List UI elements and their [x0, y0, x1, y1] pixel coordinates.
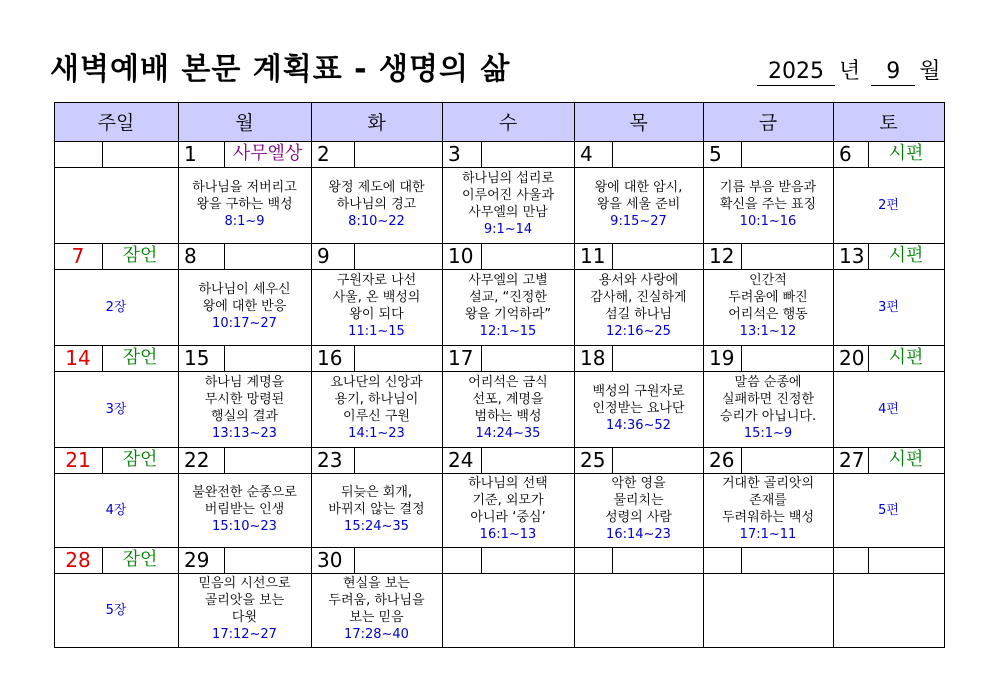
column-line-6	[833, 102, 834, 648]
passage-title: 하나님 계명을 무시한 망령된 행실의 결과	[204, 375, 285, 424]
date-divider	[481, 243, 482, 269]
date-number: 30	[317, 548, 343, 572]
passage-ref: 15:1~9	[743, 426, 793, 441]
date-divider	[481, 141, 482, 167]
date-divider	[612, 345, 613, 371]
passage-cell	[574, 267, 703, 345]
date-divider	[354, 243, 355, 269]
date-number: 18	[580, 346, 606, 370]
date-divider	[102, 345, 103, 371]
passage-ref: 17:12~27	[212, 627, 277, 642]
passage-cell	[442, 165, 574, 243]
chapter-text: 4편	[878, 401, 899, 417]
date-number: 4	[580, 142, 593, 166]
passage-cell	[178, 267, 311, 345]
date-number: 7	[71, 244, 85, 268]
date-divider	[224, 547, 225, 573]
date-divider	[612, 243, 613, 269]
header-5: 금	[703, 102, 833, 141]
passage-title: 왕에 대한 암시, 왕을 세울 준비	[594, 179, 683, 212]
book-label: 시편	[888, 245, 924, 266]
book-label: 잠언	[122, 347, 158, 368]
passage-ref: 14:36~52	[606, 417, 671, 433]
date-number: 5	[709, 142, 722, 166]
chapter-text: 5편	[878, 502, 899, 518]
header-1: 월	[178, 102, 311, 141]
date-number: 12	[709, 244, 735, 268]
column-line-7	[944, 102, 945, 648]
header-0: 주일	[54, 102, 178, 141]
date-number: 29	[184, 548, 210, 572]
passage-title: 어리석은 금식 선포, 계명을 범하는 백성	[468, 375, 548, 424]
passage-cell	[311, 471, 442, 547]
frame-top	[54, 102, 944, 103]
date-divider	[224, 141, 225, 167]
chapter-text: 4장	[105, 502, 127, 518]
date-number: 24	[448, 448, 474, 472]
date-divider	[868, 447, 869, 473]
passage-cell	[703, 267, 833, 345]
passage-ref: 13:1~12	[739, 324, 797, 339]
passage-title: 말씀 순종에 실패하면 진정한 승리가 아닙니다.	[719, 375, 817, 424]
column-line-2	[311, 102, 312, 648]
chapter-text: 5장	[105, 602, 127, 618]
column-line-1	[178, 102, 179, 648]
date-divider	[741, 447, 742, 473]
date-row-line	[54, 573, 944, 574]
date-divider	[354, 141, 355, 167]
passage-ref: 11:1~15	[348, 324, 405, 339]
date-number: 10	[448, 244, 474, 268]
passage-title: 용서와 사랑에 감사해, 진실하게 섬길 하나님	[590, 273, 687, 322]
passage-cell	[703, 369, 833, 447]
date-number: 9	[317, 244, 330, 268]
passage-cell	[574, 165, 703, 243]
date-divider	[868, 243, 869, 269]
passage-cell	[311, 571, 442, 647]
date-number: 21	[65, 448, 91, 472]
passage-title: 현실을 보는 두려움, 하나님을 보는 믿음	[328, 576, 425, 625]
passage-ref: 10:1~16	[739, 213, 797, 229]
passage-title: 하나님의 선택 기준, 외모가 아니라 ‘중심’	[468, 476, 548, 525]
book-label: 잠언	[122, 245, 158, 266]
year-label: 년	[839, 59, 861, 84]
passage-ref: 16:1~13	[479, 527, 537, 542]
page-title: 새벽예배 본문 계획표 - 생명의 삶	[50, 52, 511, 87]
passage-ref: 17:1~11	[739, 527, 797, 542]
date-divider	[868, 141, 869, 167]
passage-ref: 17:28~40	[344, 627, 409, 642]
date-number: 15	[184, 346, 210, 370]
date-row-line	[54, 167, 944, 168]
date-divider	[354, 447, 355, 473]
date-number: 1	[184, 142, 197, 166]
passage-ref: 12:16~25	[606, 324, 671, 339]
passage-cell	[311, 165, 442, 243]
chapter-text: 2편	[878, 197, 899, 213]
date-divider	[612, 141, 613, 167]
date-divider	[224, 243, 225, 269]
month-value: 9	[871, 59, 915, 86]
date-divider	[224, 447, 225, 473]
column-line-3	[442, 102, 443, 648]
header-2: 화	[311, 102, 442, 141]
book-label: 시편	[888, 143, 924, 164]
passage-cell	[442, 471, 574, 547]
passage-cell	[178, 571, 311, 647]
date-divider	[481, 447, 482, 473]
passage-cell	[311, 369, 442, 447]
passage-cell	[442, 267, 574, 345]
date-divider	[354, 345, 355, 371]
passage-cell	[574, 471, 703, 547]
column-line-0	[54, 102, 55, 648]
date-number: 17	[448, 346, 474, 370]
date-divider	[102, 547, 103, 573]
passage-ref: 16:14~23	[606, 527, 671, 542]
passage-cell	[178, 165, 311, 243]
date-number: 16	[317, 346, 343, 370]
date-divider	[102, 447, 103, 473]
passage-cell	[442, 369, 574, 447]
passage-title: 믿음의 시선으로 골리앗을 보는 다윗	[198, 576, 291, 625]
date-divider	[354, 547, 355, 573]
passage-ref: 15:24~35	[344, 518, 409, 534]
date-number: 20	[839, 346, 865, 370]
date-number: 25	[580, 448, 606, 472]
passage-ref: 12:1~15	[479, 324, 537, 339]
passage-title: 불완전한 순종으로 버림받는 인생	[192, 484, 297, 517]
passage-cell	[311, 267, 442, 345]
date-divider	[868, 547, 869, 573]
date-divider	[224, 345, 225, 371]
passage-ref: 10:17~27	[212, 315, 277, 331]
passage-ref: 13:13~23	[212, 426, 277, 441]
passage-title: 하나님을 저버리고 왕을 구하는 백성	[192, 179, 297, 212]
date-number: 26	[709, 448, 735, 472]
date-divider	[481, 345, 482, 371]
date-divider	[612, 547, 613, 573]
date-row-line	[54, 269, 944, 270]
date-number: 3	[448, 142, 461, 166]
column-line-4	[574, 102, 575, 648]
passage-cell	[178, 369, 311, 447]
book-label: 잠언	[122, 549, 158, 570]
year-value: 2025	[757, 59, 835, 86]
book-label: 시편	[888, 347, 924, 368]
date-divider	[612, 447, 613, 473]
date-number: 8	[184, 244, 197, 268]
date-row-line	[54, 371, 944, 372]
chapter-text: 3편	[878, 299, 899, 315]
passage-title: 요나단의 신앙과 용기, 하나님이 이루신 구원	[330, 375, 423, 424]
book-label: 잠언	[122, 449, 158, 470]
date-divider	[868, 345, 869, 371]
passage-title: 인간적 두려움에 빠진 어리석은 행동	[728, 273, 808, 322]
passage-title: 하나님의 섭리로 이루어진 사울과 사무엘의 만남	[461, 171, 555, 220]
header-4: 목	[574, 102, 703, 141]
passage-cell	[178, 471, 311, 547]
book-label: 시편	[888, 449, 924, 470]
passage-title: 악한 영을 물리치는 성령의 사람	[605, 476, 672, 525]
date-divider	[102, 243, 103, 269]
date-divider	[102, 141, 103, 167]
date-number: 6	[839, 142, 852, 166]
date-divider	[741, 547, 742, 573]
passage-cell	[703, 165, 833, 243]
passage-title: 뒤늦은 회개, 바뀌지 않는 결정	[328, 484, 425, 517]
passage-cell	[703, 471, 833, 547]
chapter-text: 3장	[105, 401, 127, 417]
passage-title: 하나님이 세우신 왕에 대한 반응	[198, 281, 291, 314]
header-3: 수	[442, 102, 574, 141]
column-line-5	[703, 102, 704, 648]
week-line	[54, 647, 944, 648]
header-bottom	[54, 141, 944, 142]
passage-ref: 14:24~35	[475, 426, 541, 441]
passage-title: 기름 부음 받음과 확신을 주는 표징	[719, 179, 817, 212]
date-number: 23	[317, 448, 343, 472]
date-divider	[741, 141, 742, 167]
passage-title: 거대한 골리앗의 존재를 두려워하는 백성	[721, 476, 815, 525]
date-number: 14	[65, 346, 91, 370]
passage-ref: 9:15~27	[610, 213, 667, 229]
passage-title: 왕정 제도에 대한 하나님의 경고	[328, 179, 425, 212]
date-divider	[481, 547, 482, 573]
passage-title: 사무엘의 고별 설교, “진정한 왕을 기억하라”	[464, 273, 552, 322]
date-number: 27	[839, 448, 865, 472]
passage-ref: 8:1~9	[224, 213, 265, 229]
date-number: 11	[580, 244, 606, 268]
passage-ref: 9:1~14	[483, 222, 533, 237]
chapter-text: 2장	[105, 299, 127, 315]
date-divider	[741, 243, 742, 269]
date-number: 28	[65, 548, 91, 572]
passage-ref: 15:10~23	[212, 518, 277, 534]
date-number: 2	[317, 142, 330, 166]
header-6: 토	[833, 102, 944, 141]
book-label: 사무엘상	[232, 143, 303, 164]
month-label: 월	[919, 59, 941, 84]
date-number: 19	[709, 346, 735, 370]
passage-ref: 14:1~23	[348, 426, 405, 441]
date-number: 22	[184, 448, 210, 472]
passage-title: 구원자로 나선 사울, 온 백성의 왕이 되다	[332, 273, 421, 322]
date-number: 13	[839, 244, 865, 268]
date-divider	[741, 345, 742, 371]
passage-ref: 8:10~22	[348, 213, 405, 229]
passage-cell	[574, 369, 703, 447]
passage-title: 백성의 구원자로 인정받는 요나단	[592, 383, 685, 416]
date-row-line	[54, 473, 944, 474]
